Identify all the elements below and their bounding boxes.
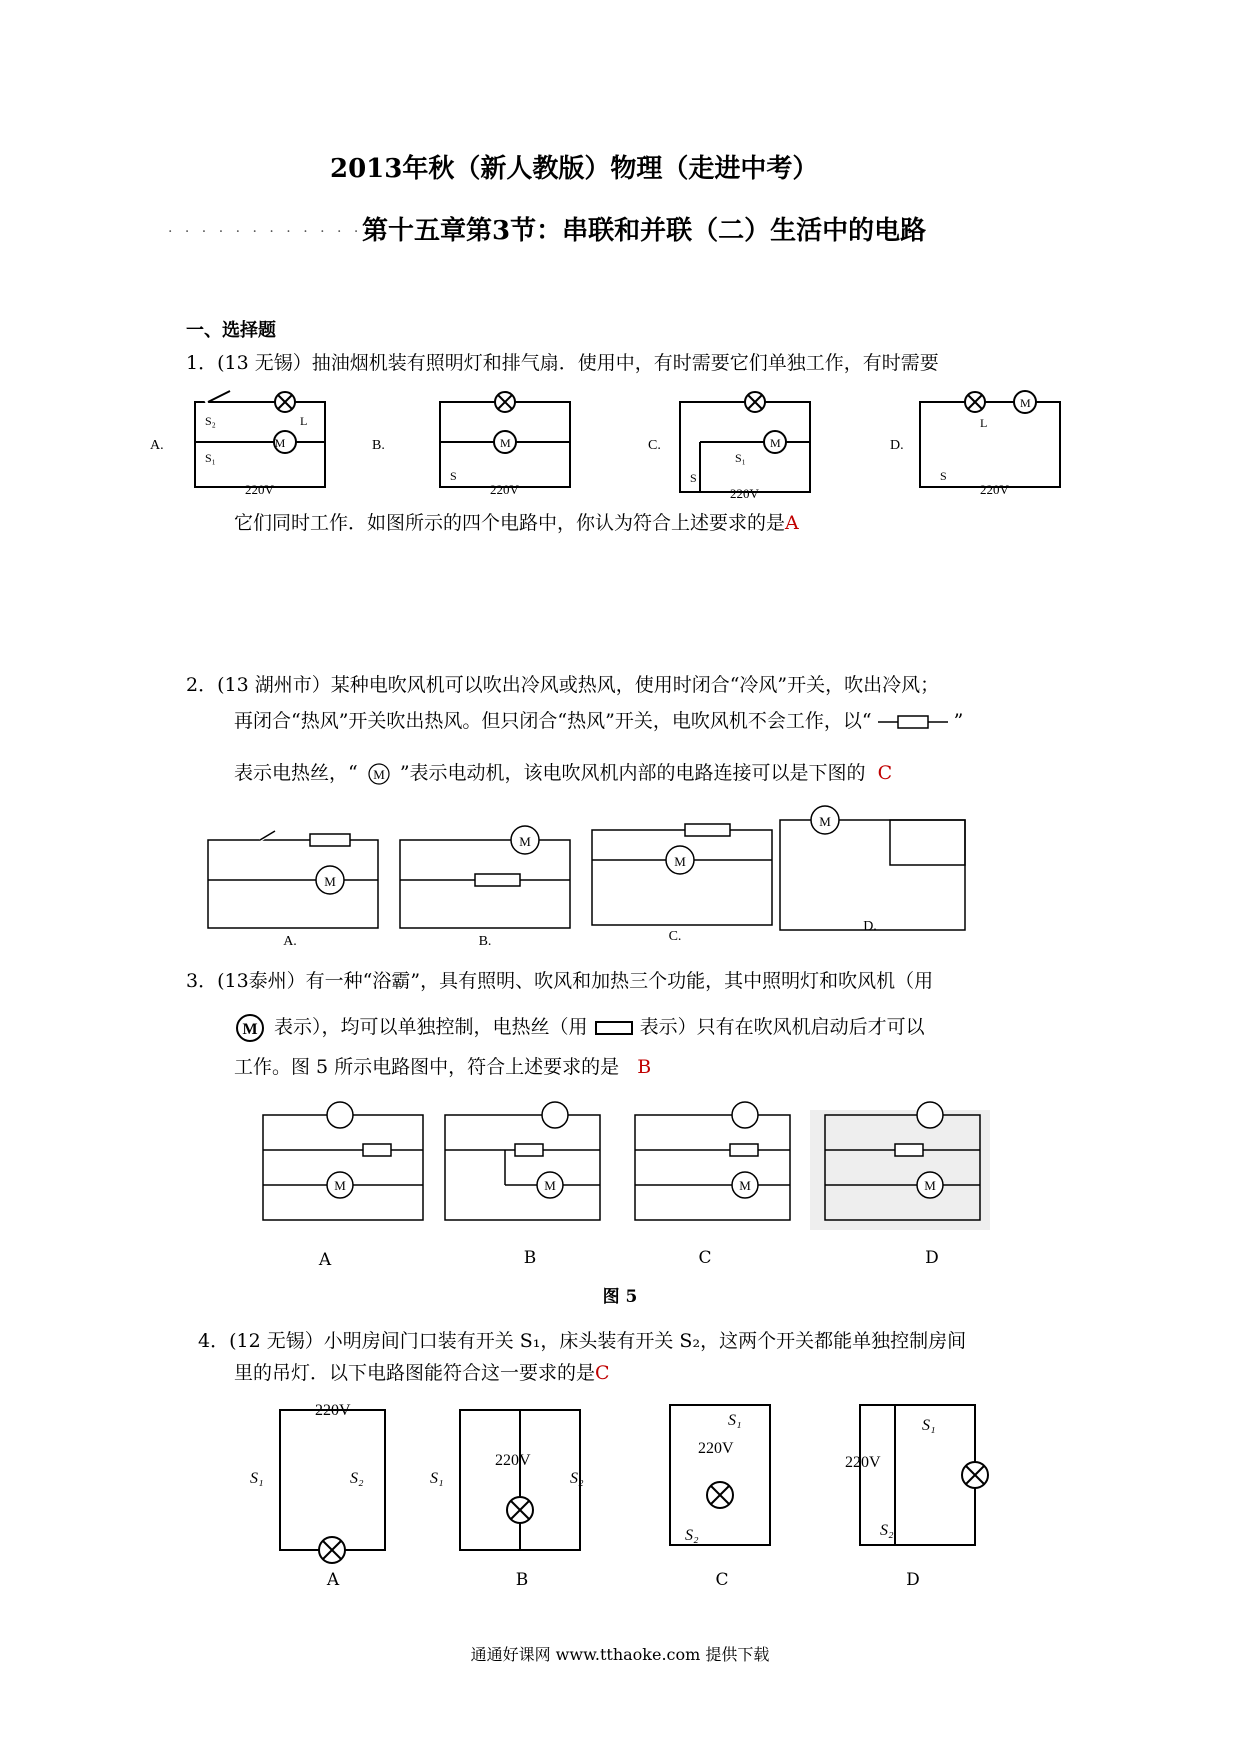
q4-line2	[234, 1358, 610, 1385]
q3-option-a: A	[318, 1250, 332, 1270]
q4-b-s2: S₂	[570, 1470, 584, 1487]
q3-answer: B	[637, 1056, 652, 1078]
q4-d-s2: S₂	[880, 1522, 894, 1539]
q2-line1: 2．(13 湖州市）某种电吹风机可以吹出冷风或热风，使用时闭合“冷风”开关，吹出冷风；	[186, 674, 940, 696]
q3-b-motor: M	[544, 1178, 556, 1193]
q4-line2-text: 里的吊灯．以下电路图能符合这一要求的是	[234, 1362, 596, 1384]
q2-option-a: A.	[283, 934, 297, 949]
q4-circuit-b	[460, 1410, 580, 1550]
q4-option-d: D	[906, 1570, 920, 1590]
q1-option-a: A.	[150, 438, 164, 453]
q3-line1: 3．(13泰州）有一种“浴霸”，具有照明、吹风和加热三个功能，其中照明灯和吹风机（用	[186, 970, 934, 992]
q3-motor-symbol-label: M	[242, 1021, 258, 1038]
q4-circuit-c	[670, 1405, 770, 1545]
q4-circuits	[240, 1395, 1000, 1565]
q1-option-c: C.	[648, 438, 661, 453]
q2-line2a: 再闭合“热风”开关吹出热风。但只闭合“热风”开关，电吹风机不会工作，以“	[234, 710, 872, 732]
q3-line3-text: 工作。图 5 所示电路图中，符合上述要求的是	[234, 1056, 620, 1078]
q3-a-motor: M	[334, 1178, 346, 1193]
q2-d-motor: M	[819, 814, 831, 829]
q1-c-s: S	[690, 471, 697, 485]
q2-option-c: C.	[668, 929, 682, 944]
q1-c-voltage: 220V	[730, 486, 759, 501]
q1-a-l: L	[300, 414, 308, 428]
q1-d-voltage: 220V	[980, 482, 1009, 497]
q1-a-motor: M	[274, 436, 286, 450]
q4-answer: C	[595, 1362, 610, 1384]
q3-line2	[234, 1012, 925, 1043]
q3-line2a: 表示），均可以单独控制，电热丝（用	[274, 1016, 588, 1038]
q3-d-motor: M	[924, 1178, 936, 1193]
footer: 通通好课网 www.tthaoke.com 提供下载	[470, 1645, 770, 1664]
figure-caption: 图 5	[602, 1287, 638, 1307]
q1-c-motor: M	[770, 436, 781, 450]
q2-b-motor: M	[519, 834, 531, 849]
q3-option-b: B	[523, 1248, 537, 1268]
q4-line1: 4．(12 无锡）小明房间门口装有开关 S₁，床头装有开关 S₂，这两个开关都能单独控制房间	[198, 1330, 967, 1352]
q2-line3a: 表示电热丝，“	[234, 762, 358, 784]
q2-line3	[234, 758, 892, 786]
q2-a-motor: M	[324, 874, 336, 889]
q1-circuit-a	[195, 390, 325, 487]
q2-circuit-a	[208, 830, 378, 928]
q1-circuit-c	[680, 392, 810, 492]
q1-text: 1．(13 无锡）抽油烟机装有照明灯和排气扇．使用中，有时需要它们单独工作，有时需要	[186, 352, 939, 374]
q4-b-voltage: 220V	[495, 1452, 531, 1469]
page-subtitle: 第十五章第3节：串联和并联（二）生活中的电路	[362, 216, 927, 246]
dot-leader: · · · · · · · · · · · ·	[168, 224, 363, 240]
q1-continuation	[234, 508, 799, 535]
q3-motor-symbol	[234, 1013, 268, 1043]
page-title: 2013年秋（新人教版）物理（走进中考）	[330, 154, 819, 184]
q2-line2b: ”	[953, 710, 964, 732]
q1-d-motor: M	[1020, 396, 1031, 410]
q1-answer: A	[785, 512, 799, 534]
motor-symbol	[364, 762, 394, 786]
q4-option-c: C	[715, 1570, 729, 1590]
q4-d-s1: S₁	[922, 1417, 936, 1434]
q4-option-b: B	[515, 1570, 529, 1590]
q1-a-s2: S₂	[205, 414, 216, 428]
q3-option-d: D	[925, 1248, 939, 1268]
q4-circuit-a	[280, 1410, 385, 1563]
q3-option-c: C	[698, 1248, 712, 1268]
q3-line2b: 表示）只有在吹风机启动后才可以	[639, 1016, 925, 1038]
q1-a-s1: S₁	[205, 451, 216, 465]
q1-option-b: B.	[372, 438, 385, 453]
q3-circuit-a	[263, 1102, 423, 1220]
q4-c-s1: S₁	[728, 1412, 742, 1429]
section-heading: 一、选择题	[186, 320, 276, 341]
q1-continuation-text: 它们同时工作．如图所示的四个电路中，你认为符合上述要求的是	[234, 512, 786, 534]
q1-circuits	[150, 382, 1080, 502]
q1-c-s1: S₁	[735, 451, 746, 465]
q3-line3	[234, 1052, 651, 1079]
q2-line2	[234, 706, 963, 733]
q4-b-s1: S₁	[430, 1470, 444, 1487]
q2-c-motor: M	[674, 854, 686, 869]
q3-circuit-d	[810, 1102, 990, 1230]
q4-a-s2: S₂	[350, 1470, 364, 1487]
q4-c-voltage: 220V	[698, 1440, 734, 1457]
q1-b-s: S	[450, 469, 457, 483]
q3-c-motor: M	[739, 1178, 751, 1193]
q1-d-l: L	[980, 416, 988, 430]
q1-a-voltage: 220V	[245, 482, 274, 497]
q2-option-d: D.	[863, 919, 877, 934]
heater-symbol	[878, 713, 948, 731]
motor-symbol-label: M	[372, 767, 385, 782]
q2-answer: C	[877, 762, 893, 784]
q4-c-s2: S₂	[685, 1527, 699, 1544]
q2-circuits	[200, 800, 980, 950]
q3-circuits	[255, 1090, 995, 1230]
q1-b-motor: M	[500, 436, 511, 450]
q2-circuit-d	[780, 806, 965, 930]
q3-heater-symbol	[594, 1019, 634, 1037]
q1-d-s: S	[940, 469, 947, 483]
q4-d-voltage: 220V	[845, 1454, 881, 1471]
q2-line3b: ”表示电动机，该电吹风机内部的电路连接可以是下图的	[399, 762, 866, 784]
q2-option-b: B.	[478, 934, 492, 949]
q3-circuit-c	[635, 1102, 790, 1220]
q4-option-a: A	[326, 1570, 340, 1590]
q2-circuit-c	[592, 824, 772, 925]
q3-circuit-b	[445, 1102, 600, 1220]
q2-circuit-b	[400, 826, 570, 928]
q4-a-voltage: 220V	[315, 1402, 351, 1419]
q1-b-voltage: 220V	[490, 482, 519, 497]
q1-option-d: D.	[890, 438, 904, 453]
q4-a-s1: S₁	[250, 1470, 264, 1487]
